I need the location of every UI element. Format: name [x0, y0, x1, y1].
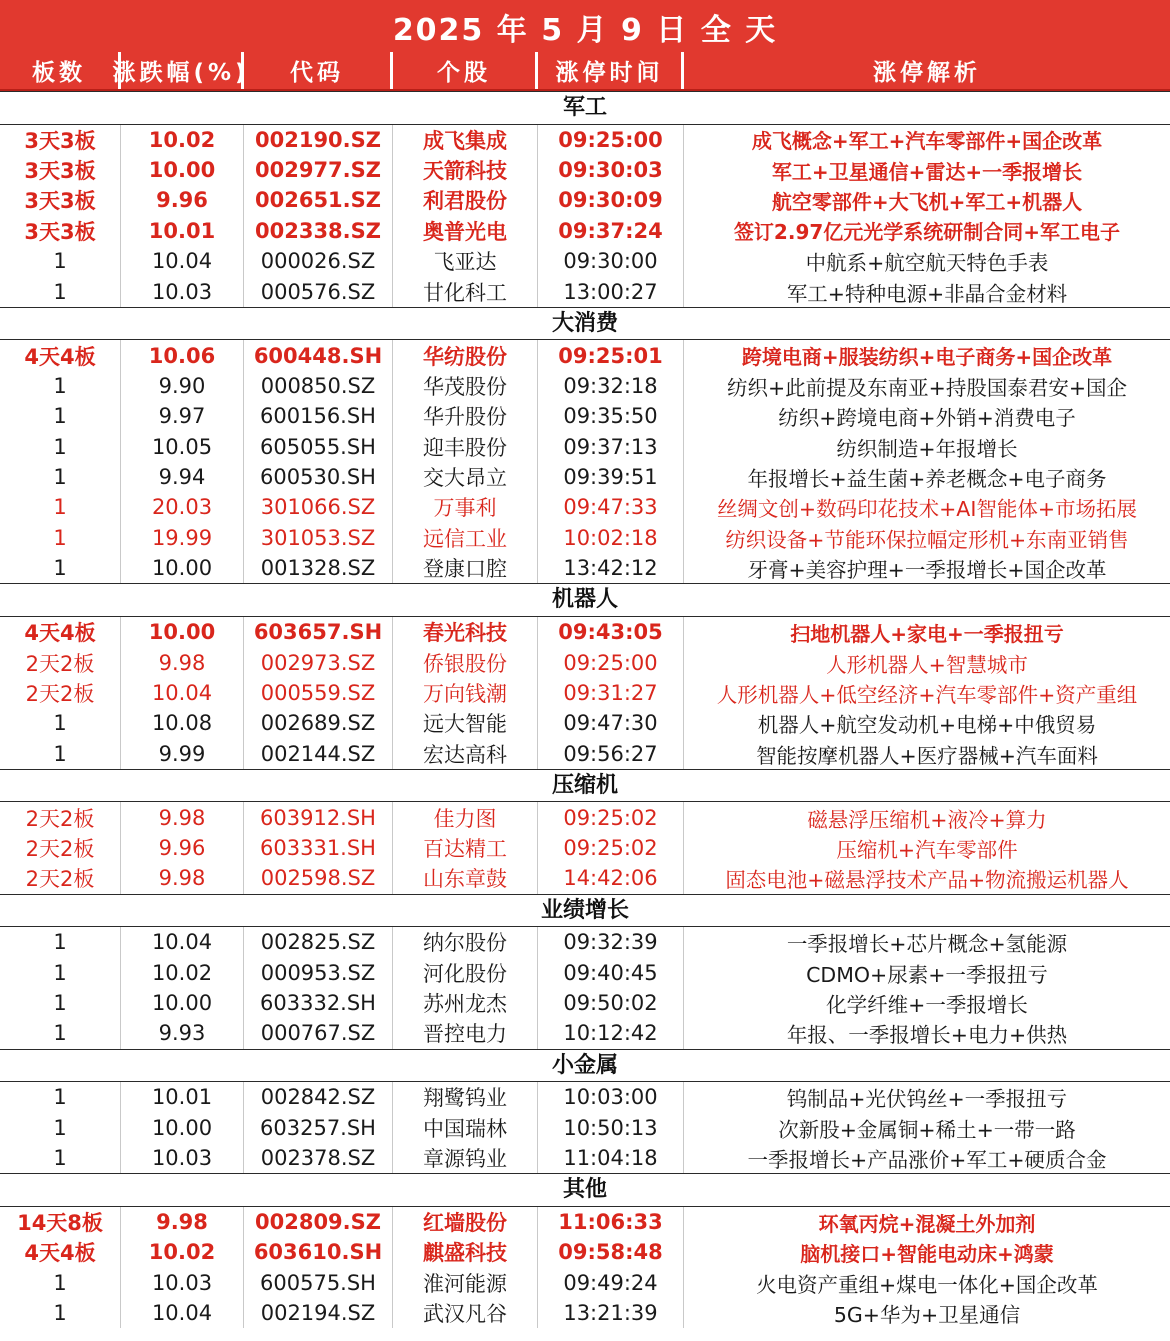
- cell-analysis: 中航系+航空航天特色手表: [805, 251, 1049, 276]
- cell-stock: 宏达高科: [393, 739, 538, 769]
- cell-boards: 4天4板: [0, 617, 121, 647]
- cell-change-pct: 19.99: [121, 523, 244, 553]
- cell-boards: 2天2板: [0, 863, 121, 893]
- table-row: [0, 155, 1170, 185]
- cell-analysis: 纺织设备+节能环保拉幅定形机+东南亚销售: [725, 527, 1129, 552]
- table-row: [0, 492, 1170, 522]
- section-header: 大消费: [0, 307, 1170, 341]
- cell-code: 000026.SZ: [244, 246, 393, 276]
- cell-boards: 14天8板: [0, 1207, 121, 1237]
- cell-stock: 武汉凡谷: [393, 1298, 538, 1328]
- cell-change-pct: 10.02: [121, 957, 244, 987]
- header-stock: 个股: [393, 52, 538, 89]
- cell-change-pct: 10.01: [121, 216, 244, 246]
- section-header: 业绩增长: [0, 894, 1170, 928]
- cell-stock: 山东章鼓: [393, 863, 538, 893]
- cell-change-pct: 10.04: [121, 1298, 244, 1328]
- cell-boards: 2天2板: [0, 833, 121, 863]
- cell-change-pct: 9.99: [121, 739, 244, 769]
- cell-stock: 麒盛科技: [393, 1237, 538, 1267]
- cell-code: 002842.SZ: [244, 1082, 393, 1112]
- cell-code: 002689.SZ: [244, 708, 393, 738]
- cell-boards: 2天2板: [0, 678, 121, 708]
- cell-boards: 1: [0, 246, 121, 276]
- cell-analysis: 航空零部件+大飞机+军工+机器人: [771, 189, 1083, 214]
- cell-code: 002598.SZ: [244, 863, 393, 893]
- cell-change-pct: 10.00: [121, 155, 244, 185]
- cell-code: 000559.SZ: [244, 678, 393, 708]
- table-row: [0, 276, 1170, 306]
- cell-boards: 3天3板: [0, 155, 121, 185]
- cell-boards: 1: [0, 276, 121, 306]
- cell-code: 002825.SZ: [244, 927, 393, 957]
- cell-analysis: 5G+华为+卫星通信: [833, 1303, 1021, 1328]
- cell-limit-time: 10:03:00: [538, 1082, 684, 1112]
- cell-code: 605055.SH: [244, 432, 393, 462]
- cell-change-pct: 10.03: [121, 1143, 244, 1173]
- table-row: [0, 1018, 1170, 1048]
- board-title: 2025 年 5 月 9 日 全 天: [0, 0, 1170, 52]
- cell-boards: 1: [0, 1018, 121, 1048]
- table-body: [0, 91, 1170, 1328]
- cell-change-pct: 10.00: [121, 553, 244, 583]
- cell-stock: 迎丰股份: [393, 432, 538, 462]
- cell-boards: 1: [0, 553, 121, 583]
- cell-stock: 利君股份: [393, 185, 538, 215]
- cell-stock: 天箭科技: [393, 155, 538, 185]
- table-row: [0, 957, 1170, 987]
- cell-code: 603912.SH: [244, 802, 393, 832]
- table-row: [0, 185, 1170, 215]
- cell-analysis: 签订2.97亿元光学系统研制合同+军工电子: [733, 220, 1121, 245]
- cell-change-pct: 10.03: [121, 276, 244, 306]
- cell-limit-time: 09:25:02: [538, 802, 684, 832]
- table-row: [0, 1298, 1170, 1328]
- cell-analysis: 一季报增长+芯片概念+氢能源: [786, 932, 1068, 957]
- table-row: [0, 708, 1170, 738]
- table-row: [0, 1113, 1170, 1143]
- cell-limit-time: 09:25:00: [538, 647, 684, 677]
- cell-analysis: 一季报增长+产品涨价+军工+硬质合金: [747, 1148, 1107, 1173]
- cell-analysis: 丝绸文创+数码印花技术+AI智能体+市场拓展: [716, 497, 1138, 522]
- cell-limit-time: 09:49:24: [538, 1268, 684, 1298]
- cell-boards: 1: [0, 988, 121, 1018]
- cell-limit-time: 09:25:02: [538, 833, 684, 863]
- cell-stock: 万事利: [393, 492, 538, 522]
- cell-stock: 章源钨业: [393, 1143, 538, 1173]
- table-row: [0, 340, 1170, 370]
- cell-analysis: 跨境电商+服装纺织+电子商务+国企改革: [741, 345, 1113, 370]
- table-row: [0, 739, 1170, 769]
- cell-boards: 1: [0, 462, 121, 492]
- section-header: 其他: [0, 1173, 1170, 1207]
- cell-analysis: 环氧丙烷+混凝土外加剂: [818, 1211, 1036, 1236]
- cell-analysis: 人形机器人+低空经济+汽车零部件+资产重组: [716, 682, 1138, 707]
- cell-code: 000850.SZ: [244, 371, 393, 401]
- table-row: [0, 647, 1170, 677]
- cell-change-pct: 9.98: [121, 1207, 244, 1237]
- cell-limit-time: 09:31:27: [538, 678, 684, 708]
- cell-code: 301053.SZ: [244, 523, 393, 553]
- table-row: [0, 988, 1170, 1018]
- table-row: [0, 1207, 1170, 1237]
- cell-stock: 远信工业: [393, 523, 538, 553]
- cell-limit-time: 09:35:50: [538, 401, 684, 431]
- cell-limit-time: 09:39:51: [538, 462, 684, 492]
- header-boards: 板数: [0, 52, 121, 89]
- cell-analysis: 纺织+跨境电商+外销+消费电子: [778, 406, 1076, 431]
- cell-limit-time: 09:47:30: [538, 708, 684, 738]
- table-row: [0, 246, 1170, 276]
- table-row: [0, 802, 1170, 832]
- cell-analysis: 纺织制造+年报增长: [836, 436, 1018, 461]
- cell-code: 002378.SZ: [244, 1143, 393, 1173]
- cell-limit-time: 09:32:18: [538, 371, 684, 401]
- cell-code: 002194.SZ: [244, 1298, 393, 1328]
- header-limit-time: 涨停时间: [538, 52, 684, 89]
- table-row: [0, 1143, 1170, 1173]
- cell-analysis: 压缩机+汽车零部件: [836, 838, 1018, 862]
- cell-analysis: 钨制品+光伏钨丝+一季报扭亏: [786, 1087, 1068, 1112]
- cell-change-pct: 10.02: [121, 125, 244, 155]
- cell-analysis: 火电资产重组+煤电一体化+国企改革: [756, 1272, 1098, 1297]
- cell-stock: 交大昂立: [393, 462, 538, 492]
- cell-boards: 1: [0, 523, 121, 553]
- cell-limit-time: 10:50:13: [538, 1113, 684, 1143]
- cell-stock: 华纺股份: [393, 340, 538, 370]
- cell-boards: 3天3板: [0, 185, 121, 215]
- cell-limit-time: 09:50:02: [538, 988, 684, 1018]
- cell-change-pct: 10.00: [121, 617, 244, 647]
- cell-stock: 登康口腔: [393, 553, 538, 583]
- cell-analysis: 年报、一季报增长+电力+供热: [786, 1023, 1068, 1048]
- cell-analysis: 智能按摩机器人+医疗器械+汽车面料: [756, 743, 1098, 768]
- cell-limit-time: 13:00:27: [538, 276, 684, 306]
- cell-code: 000576.SZ: [244, 276, 393, 306]
- cell-limit-time: 13:21:39: [538, 1298, 684, 1328]
- cell-analysis: 扫地机器人+家电+一季报扭亏: [790, 621, 1064, 646]
- table-row: [0, 678, 1170, 708]
- cell-stock: 万向钱潮: [393, 678, 538, 708]
- cell-limit-time: 11:04:18: [538, 1143, 684, 1173]
- cell-change-pct: 9.98: [121, 863, 244, 893]
- cell-boards: 3天3板: [0, 125, 121, 155]
- cell-analysis: 牙膏+美容护理+一季报增长+国企改革: [747, 558, 1107, 583]
- cell-stock: 淮河能源: [393, 1268, 538, 1298]
- table-row: [0, 553, 1170, 583]
- cell-limit-time: 09:58:48: [538, 1237, 684, 1267]
- cell-limit-time: 09:32:39: [538, 927, 684, 957]
- cell-boards: 1: [0, 1082, 121, 1112]
- cell-stock: 飞亚达: [393, 246, 538, 276]
- cell-stock: 佳力图: [393, 802, 538, 832]
- cell-code: 002973.SZ: [244, 647, 393, 677]
- cell-analysis: 成飞概念+军工+汽车零部件+国企改革: [751, 129, 1103, 154]
- cell-analysis: 磁悬浮压缩机+液冷+算力: [807, 807, 1047, 832]
- cell-analysis: 次新股+金属铜+稀土+一带一路: [778, 1117, 1076, 1142]
- cell-boards: 1: [0, 927, 121, 957]
- cell-boards: 1: [0, 401, 121, 431]
- cell-code: 002651.SZ: [244, 185, 393, 215]
- cell-change-pct: 10.03: [121, 1268, 244, 1298]
- cell-stock: 远大智能: [393, 708, 538, 738]
- cell-limit-time: 10:12:42: [538, 1018, 684, 1048]
- cell-change-pct: 9.98: [121, 802, 244, 832]
- table-row: [0, 1082, 1170, 1112]
- cell-analysis: 机器人+航空发动机+电梯+中俄贸易: [757, 713, 1097, 738]
- cell-change-pct: 10.04: [121, 927, 244, 957]
- section-header: 军工: [0, 91, 1170, 125]
- cell-analysis: 年报增长+益生菌+养老概念+电子商务: [747, 467, 1107, 492]
- cell-change-pct: 9.93: [121, 1018, 244, 1048]
- cell-code: 600448.SH: [244, 340, 393, 370]
- cell-limit-time: 09:37:24: [538, 216, 684, 246]
- cell-code: 603331.SH: [244, 833, 393, 863]
- table-row: [0, 617, 1170, 647]
- cell-limit-time: 09:25:01: [538, 340, 684, 370]
- table-row: [0, 1237, 1170, 1267]
- table-row: [0, 216, 1170, 246]
- cell-analysis: 纺织+此前提及东南亚+持股国泰君安+国企: [726, 375, 1128, 400]
- cell-boards: 1: [0, 1298, 121, 1328]
- cell-limit-time: 09:56:27: [538, 739, 684, 769]
- cell-boards: 1: [0, 371, 121, 401]
- cell-limit-time: 09:30:03: [538, 155, 684, 185]
- cell-stock: 纳尔股份: [393, 927, 538, 957]
- cell-stock: 春光科技: [393, 617, 538, 647]
- cell-stock: 奥普光电: [393, 216, 538, 246]
- cell-limit-time: 09:30:00: [538, 246, 684, 276]
- cell-stock: 侨银股份: [393, 647, 538, 677]
- cell-change-pct: 20.03: [121, 492, 244, 522]
- table-row: [0, 125, 1170, 155]
- cell-code: 001328.SZ: [244, 553, 393, 583]
- cell-boards: 4天4板: [0, 1237, 121, 1267]
- section-header: 小金属: [0, 1049, 1170, 1083]
- cell-boards: 3天3板: [0, 216, 121, 246]
- cell-code: 002190.SZ: [244, 125, 393, 155]
- cell-change-pct: 10.06: [121, 340, 244, 370]
- cell-stock: 华升股份: [393, 401, 538, 431]
- cell-code: 002338.SZ: [244, 216, 393, 246]
- cell-code: 000767.SZ: [244, 1018, 393, 1048]
- cell-code: 603332.SH: [244, 988, 393, 1018]
- cell-boards: 1: [0, 1268, 121, 1298]
- cell-change-pct: 10.08: [121, 708, 244, 738]
- cell-change-pct: 9.96: [121, 185, 244, 215]
- cell-limit-time: 09:25:00: [538, 125, 684, 155]
- cell-change-pct: 9.94: [121, 462, 244, 492]
- table-row: [0, 523, 1170, 553]
- cell-code: 301066.SZ: [244, 492, 393, 522]
- cell-limit-time: 09:40:45: [538, 957, 684, 987]
- cell-stock: 中国瑞林: [393, 1113, 538, 1143]
- section-header: 机器人: [0, 583, 1170, 617]
- cell-code: 603657.SH: [244, 617, 393, 647]
- cell-change-pct: 10.01: [121, 1082, 244, 1112]
- cell-boards: 1: [0, 1113, 121, 1143]
- cell-stock: 红墙股份: [393, 1207, 538, 1237]
- cell-limit-time: 11:06:33: [538, 1207, 684, 1237]
- cell-limit-time: 09:47:33: [538, 492, 684, 522]
- cell-analysis: 人形机器人+智慧城市: [826, 652, 1028, 677]
- cell-stock: 甘化科工: [393, 276, 538, 306]
- table-row: [0, 863, 1170, 893]
- cell-limit-time: 09:37:13: [538, 432, 684, 462]
- header-code: 代码: [244, 52, 393, 89]
- cell-limit-time: 09:43:05: [538, 617, 684, 647]
- cell-change-pct: 10.04: [121, 678, 244, 708]
- table-row: [0, 927, 1170, 957]
- cell-change-pct: 10.02: [121, 1237, 244, 1267]
- cell-code: 002144.SZ: [244, 739, 393, 769]
- cell-boards: 1: [0, 492, 121, 522]
- section-header: 压缩机: [0, 769, 1170, 803]
- cell-code: 603257.SH: [244, 1113, 393, 1143]
- cell-boards: 1: [0, 957, 121, 987]
- cell-change-pct: 10.00: [121, 988, 244, 1018]
- cell-code: 603610.SH: [244, 1237, 393, 1267]
- table-row: [0, 1268, 1170, 1298]
- cell-limit-time: 14:42:06: [538, 863, 684, 893]
- cell-boards: 1: [0, 739, 121, 769]
- table-header: [0, 52, 1170, 91]
- table-row: [0, 371, 1170, 401]
- cell-code: 000953.SZ: [244, 957, 393, 987]
- cell-analysis: CDMO+尿素+一季报扭亏: [806, 962, 1048, 987]
- cell-change-pct: 9.96: [121, 833, 244, 863]
- cell-stock: 晋控电力: [393, 1018, 538, 1048]
- cell-code: 002977.SZ: [244, 155, 393, 185]
- cell-stock: 成飞集成: [393, 125, 538, 155]
- cell-code: 600530.SH: [244, 462, 393, 492]
- cell-code: 002809.SZ: [244, 1207, 393, 1237]
- cell-stock: 华茂股份: [393, 371, 538, 401]
- cell-analysis: 军工+特种电源+非晶合金材料: [786, 281, 1068, 306]
- cell-change-pct: 9.98: [121, 647, 244, 677]
- table-row: [0, 401, 1170, 431]
- cell-limit-time: 13:42:12: [538, 553, 684, 583]
- cell-stock: 苏州龙杰: [393, 988, 538, 1018]
- table-row: [0, 462, 1170, 492]
- cell-boards: 2天2板: [0, 647, 121, 677]
- cell-boards: 1: [0, 432, 121, 462]
- cell-stock: 翔鹭钨业: [393, 1082, 538, 1112]
- cell-limit-time: 09:30:09: [538, 185, 684, 215]
- cell-change-pct: 10.00: [121, 1113, 244, 1143]
- header-change-pct: 涨跌幅(%): [121, 52, 244, 89]
- table-row: [0, 833, 1170, 863]
- cell-change-pct: 9.97: [121, 401, 244, 431]
- table-row: [0, 432, 1170, 462]
- cell-limit-time: 10:02:18: [538, 523, 684, 553]
- cell-boards: 1: [0, 1143, 121, 1173]
- cell-change-pct: 10.04: [121, 246, 244, 276]
- header-analysis: 涨停解析: [873, 60, 981, 86]
- cell-analysis: 固态电池+磁悬浮技术产品+物流搬运机器人: [725, 868, 1129, 893]
- cell-analysis: 军工+卫星通信+雷达+一季报增长: [771, 159, 1083, 184]
- cell-boards: 4天4板: [0, 340, 121, 370]
- cell-change-pct: 10.05: [121, 432, 244, 462]
- cell-code: 600575.SH: [244, 1268, 393, 1298]
- cell-boards: 1: [0, 708, 121, 738]
- cell-change-pct: 9.90: [121, 371, 244, 401]
- cell-analysis: 脑机接口+智能电动床+鸿蒙: [800, 1241, 1054, 1266]
- cell-stock: 百达精工: [393, 833, 538, 863]
- cell-code: 600156.SH: [244, 401, 393, 431]
- cell-stock: 河化股份: [393, 957, 538, 987]
- cell-boards: 2天2板: [0, 802, 121, 832]
- cell-analysis: 化学纤维+一季报增长: [826, 993, 1028, 1018]
